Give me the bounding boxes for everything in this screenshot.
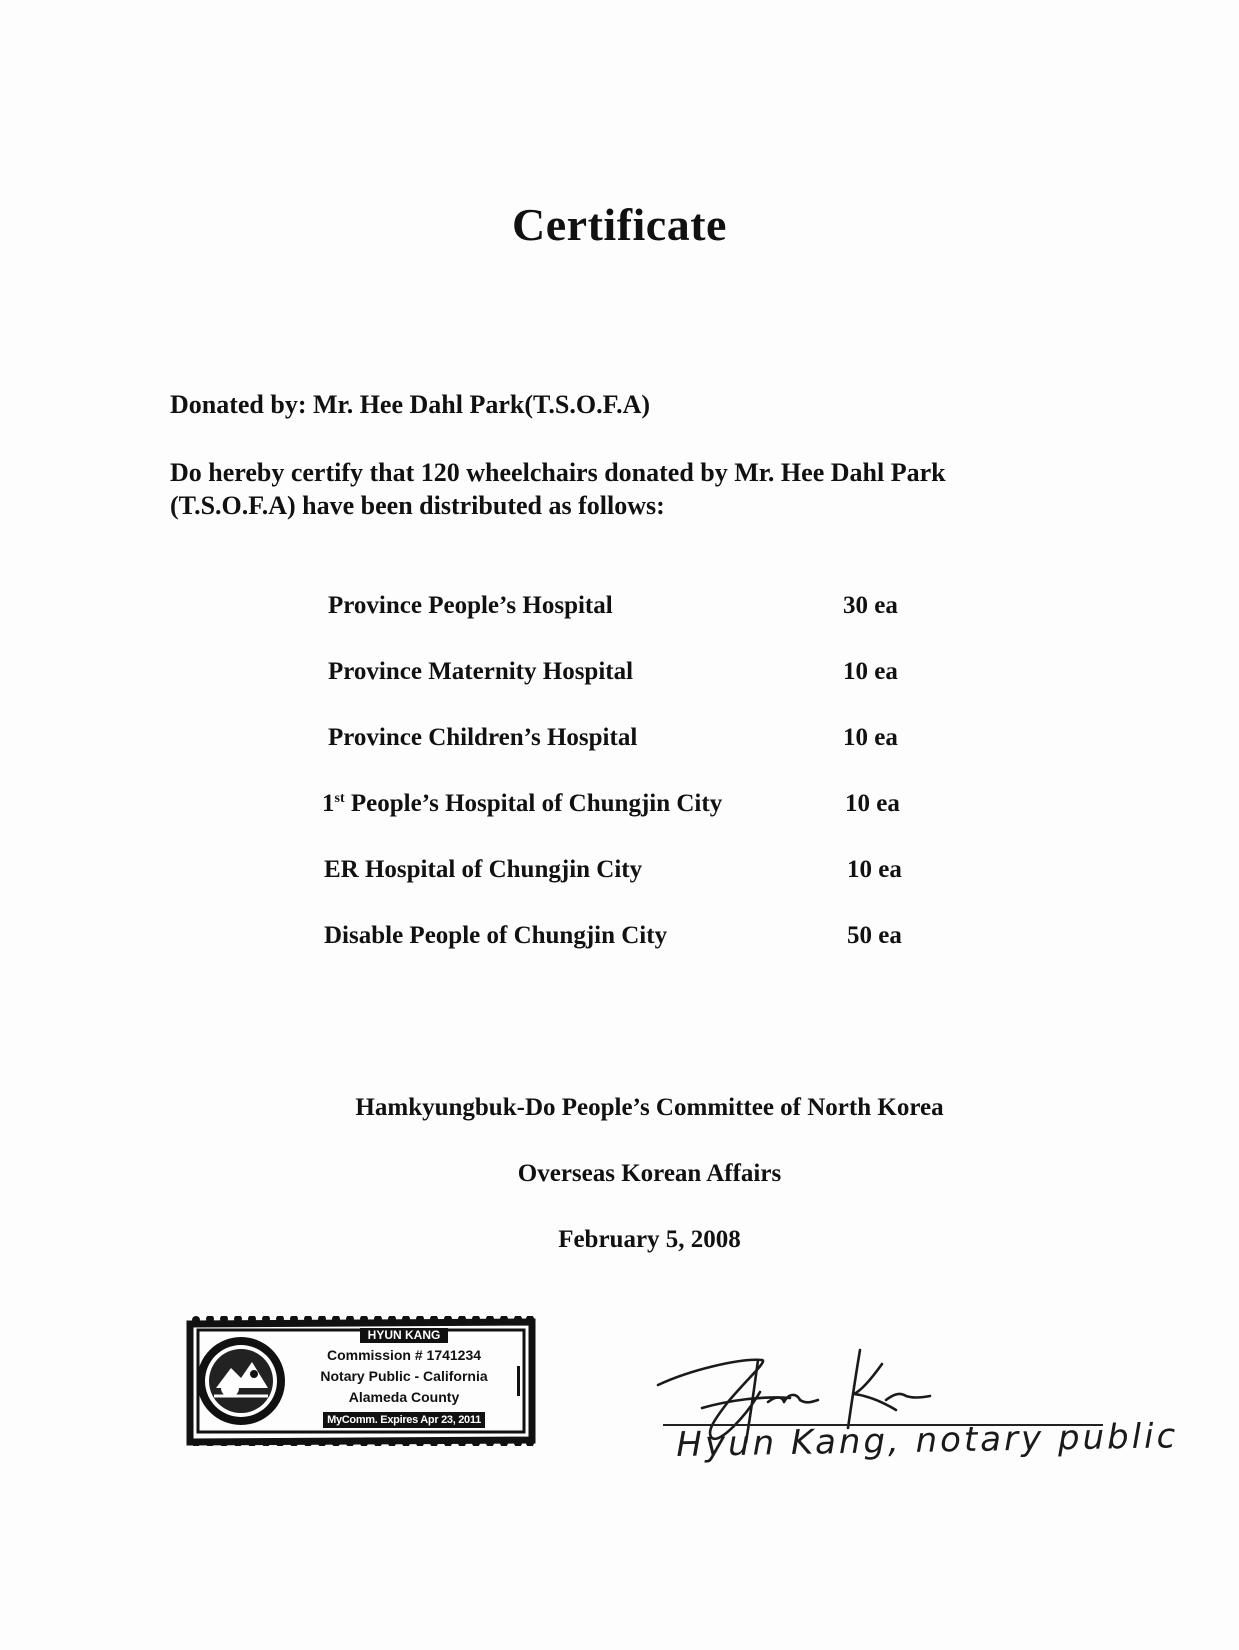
recipient-name: Province Children’s Hospital: [328, 724, 638, 751]
certification-statement: [170, 456, 1070, 522]
distribution-list: [322, 592, 928, 988]
ordinal-number: 1: [322, 790, 335, 817]
issuing-department: Overseas Korean Affairs: [517, 1160, 782, 1187]
stamp-text: [284, 1324, 524, 1429]
quantity: 10 ea: [845, 790, 900, 817]
quantity: 10 ea: [843, 658, 898, 685]
page-title: Certificate: [512, 199, 727, 250]
distribution-row: [324, 856, 928, 922]
donated-by-line: Donated by: Mr. Hee Dahl Park(T.S.O.F.A): [170, 390, 651, 419]
distribution-row: [324, 922, 928, 988]
quantity: 30 ea: [843, 592, 898, 619]
certification-line-1: Do hereby certify that 120 wheelchairs donated by Mr. Hee Dahl Park: [170, 458, 946, 487]
recipient-name: Disable People of Chungjin City: [324, 922, 668, 949]
certification-line-2: (T.S.O.F.A) have been distributed as follows:: [170, 491, 665, 520]
issue-date: February 5, 2008: [558, 1226, 741, 1253]
issuing-committee: Hamkyungbuk-Do People’s Committee of North Korea: [355, 1094, 944, 1121]
notary-title: Notary Public - California: [320, 1368, 488, 1384]
signature-caption: Hyun Kang, notary public: [676, 1416, 1179, 1465]
recipient-name: Province Maternity Hospital: [328, 658, 634, 685]
quantity: 10 ea: [847, 856, 902, 883]
notary-stamp: [186, 1316, 536, 1446]
quantity: 10 ea: [843, 724, 898, 751]
notary-county: Alameda County: [348, 1389, 460, 1405]
distribution-row: [328, 592, 928, 658]
recipient-name: 1st People’s Hospital of Chungjin City: [322, 790, 723, 817]
recipient-name: Province People’s Hospital: [328, 592, 613, 619]
distribution-row: [328, 658, 928, 724]
notary-name: HYUN KANG: [360, 1328, 449, 1343]
distribution-row: [322, 790, 928, 856]
state-seal-icon: [197, 1337, 285, 1425]
ordinal-suffix: st: [334, 791, 345, 806]
distribution-row: [328, 724, 928, 790]
notary-commission: Commission # 1741234: [326, 1347, 482, 1363]
quantity: 50 ea: [847, 922, 902, 949]
commission-expiry: MyComm. Expires Apr 23, 2011: [323, 1412, 485, 1428]
recipient-name: ER Hospital of Chungjin City: [324, 856, 643, 883]
